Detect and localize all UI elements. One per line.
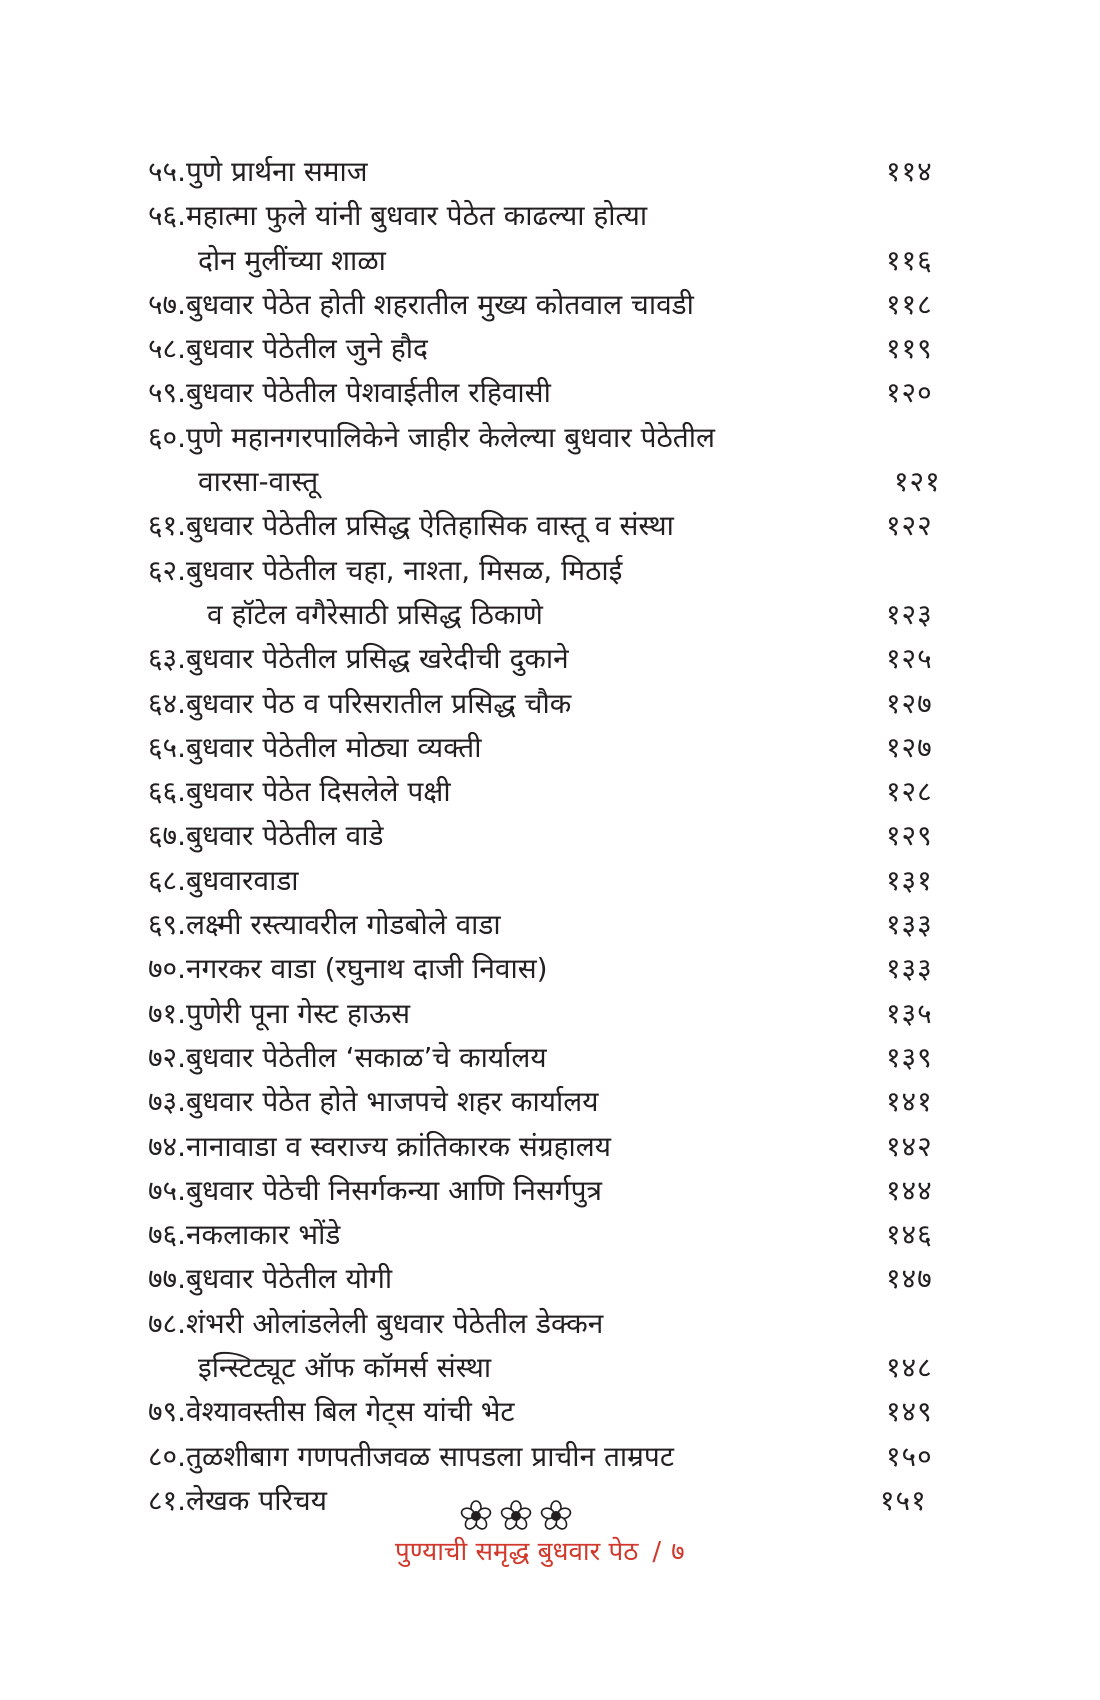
toc-entry-page: १५० xyxy=(886,1439,933,1473)
toc-entry-page: १२० xyxy=(886,376,933,410)
toc-entry-title: ७२.बुधवार पेठेतील ‘सकाळ’चे कार्यालय xyxy=(148,1040,547,1074)
toc-entry xyxy=(0,1036,1100,1080)
page-number: ७ xyxy=(671,1537,685,1567)
toc-entry-page: १२३ xyxy=(886,597,933,631)
toc-entry-title: ७९.वेश्यावस्तीस बिल गेट्स यांची भेट xyxy=(148,1395,515,1429)
toc-entry-title: ७६.नकलाकार भोंडे xyxy=(148,1218,341,1252)
toc-entry xyxy=(0,682,1100,726)
toc-entry xyxy=(0,327,1100,371)
toc-entry-page: १४१ xyxy=(886,1085,933,1119)
toc-entry-page: १३३ xyxy=(886,908,933,942)
toc-entry-title: ६५.बुधवार पेठेतील मोठ्या व्यक्ती xyxy=(148,730,482,764)
toc-entry-title: ७०.नगरकर वाडा (रघुनाथ दाजी निवास) xyxy=(148,952,548,986)
toc-entry-page: १३१ xyxy=(886,863,933,897)
toc-entry xyxy=(0,416,1100,460)
toc-entry-page: १४४ xyxy=(886,1173,933,1207)
toc-entry-page: १४२ xyxy=(886,1129,933,1163)
toc-entry-page: १४८ xyxy=(886,1351,933,1385)
footer-separator: / xyxy=(652,1537,662,1567)
toc-entry xyxy=(0,1390,1100,1434)
toc-entry xyxy=(0,1125,1100,1169)
toc-entry-title: ६८.बुधवारवाडा xyxy=(148,863,299,897)
toc-entry-title: ७१.पुणेरी पूना गेस्ट हाऊस xyxy=(148,996,411,1030)
toc-entry-page: १२५ xyxy=(886,642,933,676)
toc-entry-title: ५८.बुधवार पेठेतील जुने हौद xyxy=(148,332,428,366)
toc-entry-page: १२२ xyxy=(886,509,933,543)
toc-entry-title: ६४.बुधवार पेठ व परिसरातील प्रसिद्ध चौक xyxy=(148,686,572,720)
toc-entry-title: ७८.शंभरी ओलांडलेली बुधवार पेठेतील डेक्कन xyxy=(148,1306,604,1340)
toc-entry-page: १२९ xyxy=(886,819,933,853)
toc-entry-page: १२७ xyxy=(886,686,933,720)
toc-entry-title: ७४.नानावाडा व स्वराज्य क्रांतिकारक संग्रहालय xyxy=(148,1129,611,1163)
toc-entry-page: १२१ xyxy=(894,465,941,499)
toc-entry-continuation xyxy=(0,593,1100,637)
toc-entry-title: ५७.बुधवार पेठेत होती शहरातील मुख्य कोतवाल चावडी xyxy=(148,287,694,321)
toc-entry-title: ५५.पुणे प्रार्थना समाज xyxy=(148,155,368,188)
toc-entry-title: ५९.बुधवार पेठेतील पेशवाईतील रहिवासी xyxy=(148,376,551,410)
toc-entry xyxy=(0,549,1100,593)
toc-entry xyxy=(0,947,1100,991)
toc-entry-title: ७५.बुधवार पेठेची निसर्गकन्या आणि निसर्गपुत्र xyxy=(148,1173,603,1207)
toc-entry-title: ६९.लक्ष्मी रस्त्यावरील गोडबोले वाडा xyxy=(148,908,501,942)
toc-entry xyxy=(0,150,1100,194)
toc-entry-page: १५१ xyxy=(880,1483,927,1517)
toc-entry-title: ६३.बुधवार पेठेतील प्रसिद्ध खरेदीची दुकाने xyxy=(148,642,569,676)
toc-entry-title: ६२.बुधवार पेठेतील चहा, नाश्ता, मिसळ, मिठाई xyxy=(148,553,623,587)
toc-entry xyxy=(0,1080,1100,1124)
toc-entry-title: ६६.बुधवार पेठेत दिसलेले पक्षी xyxy=(148,775,451,809)
toc-entry xyxy=(0,770,1100,814)
toc-entry-title: ७३.बुधवार पेठेत होते भाजपचे शहर कार्यालय xyxy=(148,1085,599,1119)
table-of-contents xyxy=(0,150,1100,1523)
toc-entry xyxy=(0,903,1100,947)
book-title: पुण्याची समृद्ध बुधवार पेठ xyxy=(395,1537,639,1567)
toc-entry-page: १२७ xyxy=(886,730,933,764)
toc-entry xyxy=(0,726,1100,770)
toc-entry xyxy=(0,283,1100,327)
flower-icon xyxy=(460,1500,492,1532)
toc-entry-title: दोन मुलींच्या शाळा xyxy=(198,243,386,277)
toc-entry xyxy=(0,992,1100,1036)
toc-entry xyxy=(0,504,1100,548)
toc-entry-page: ११४ xyxy=(886,155,933,188)
toc-entry-page: ११८ xyxy=(886,287,933,321)
toc-entry-page: ११६ xyxy=(886,243,933,277)
toc-entry-title: ६१.बुधवार पेठेतील प्रसिद्ध ऐतिहासिक वास्तू व संस्था xyxy=(148,509,674,543)
toc-entry-page: १४६ xyxy=(886,1218,933,1252)
flower-ornament xyxy=(460,1500,572,1532)
toc-entry-page: १३९ xyxy=(886,1040,933,1074)
flower-icon xyxy=(540,1500,572,1532)
toc-entry xyxy=(0,1213,1100,1257)
toc-entry xyxy=(0,637,1100,681)
toc-entry-title: ८०.तुळशीबाग गणपतीजवळ सापडला प्राचीन ताम्रपट xyxy=(148,1439,674,1473)
toc-entry-continuation xyxy=(0,239,1100,283)
toc-entry-page: १२८ xyxy=(886,775,933,809)
toc-entry-page: १४९ xyxy=(886,1395,933,1429)
toc-entry xyxy=(0,194,1100,238)
toc-entry-title: ६७.बुधवार पेठेतील वाडे xyxy=(148,819,384,853)
toc-entry-title: इन्स्टिट्यूट ऑफ कॉमर्स संस्था xyxy=(198,1351,492,1385)
toc-entry xyxy=(0,859,1100,903)
toc-entry-continuation xyxy=(0,460,1100,504)
toc-entry-page: १४७ xyxy=(886,1262,933,1296)
toc-entry xyxy=(0,1302,1100,1346)
toc-entry-title: ५६.महात्मा फुले यांनी बुधवार पेठेत काढल्या होत्या xyxy=(148,199,648,233)
toc-entry xyxy=(0,1257,1100,1301)
toc-entry-page: १३३ xyxy=(886,952,933,986)
toc-entry xyxy=(0,814,1100,858)
page-footer xyxy=(395,1532,685,1572)
toc-entry-title: व हॉटेल वगैरेसाठी प्रसिद्ध ठिकाणे xyxy=(207,597,543,631)
toc-entry xyxy=(0,1435,1100,1479)
toc-entry xyxy=(0,371,1100,415)
toc-entry-title: ८१.लेखक परिचय xyxy=(148,1483,327,1517)
flower-icon xyxy=(500,1500,532,1532)
toc-entry-continuation xyxy=(0,1346,1100,1390)
toc-entry-page: ११९ xyxy=(886,332,933,366)
toc-entry xyxy=(0,1169,1100,1213)
toc-entry-title: ६०.पुणे महानगरपालिकेने जाहीर केलेल्या बुधवार पेठेतील xyxy=(148,420,715,454)
toc-entry-title: ७७.बुधवार पेठेतील योगी xyxy=(148,1262,393,1296)
toc-entry-page: १३५ xyxy=(886,996,933,1030)
toc-entry-title: वारसा-वास्तू xyxy=(198,465,319,499)
